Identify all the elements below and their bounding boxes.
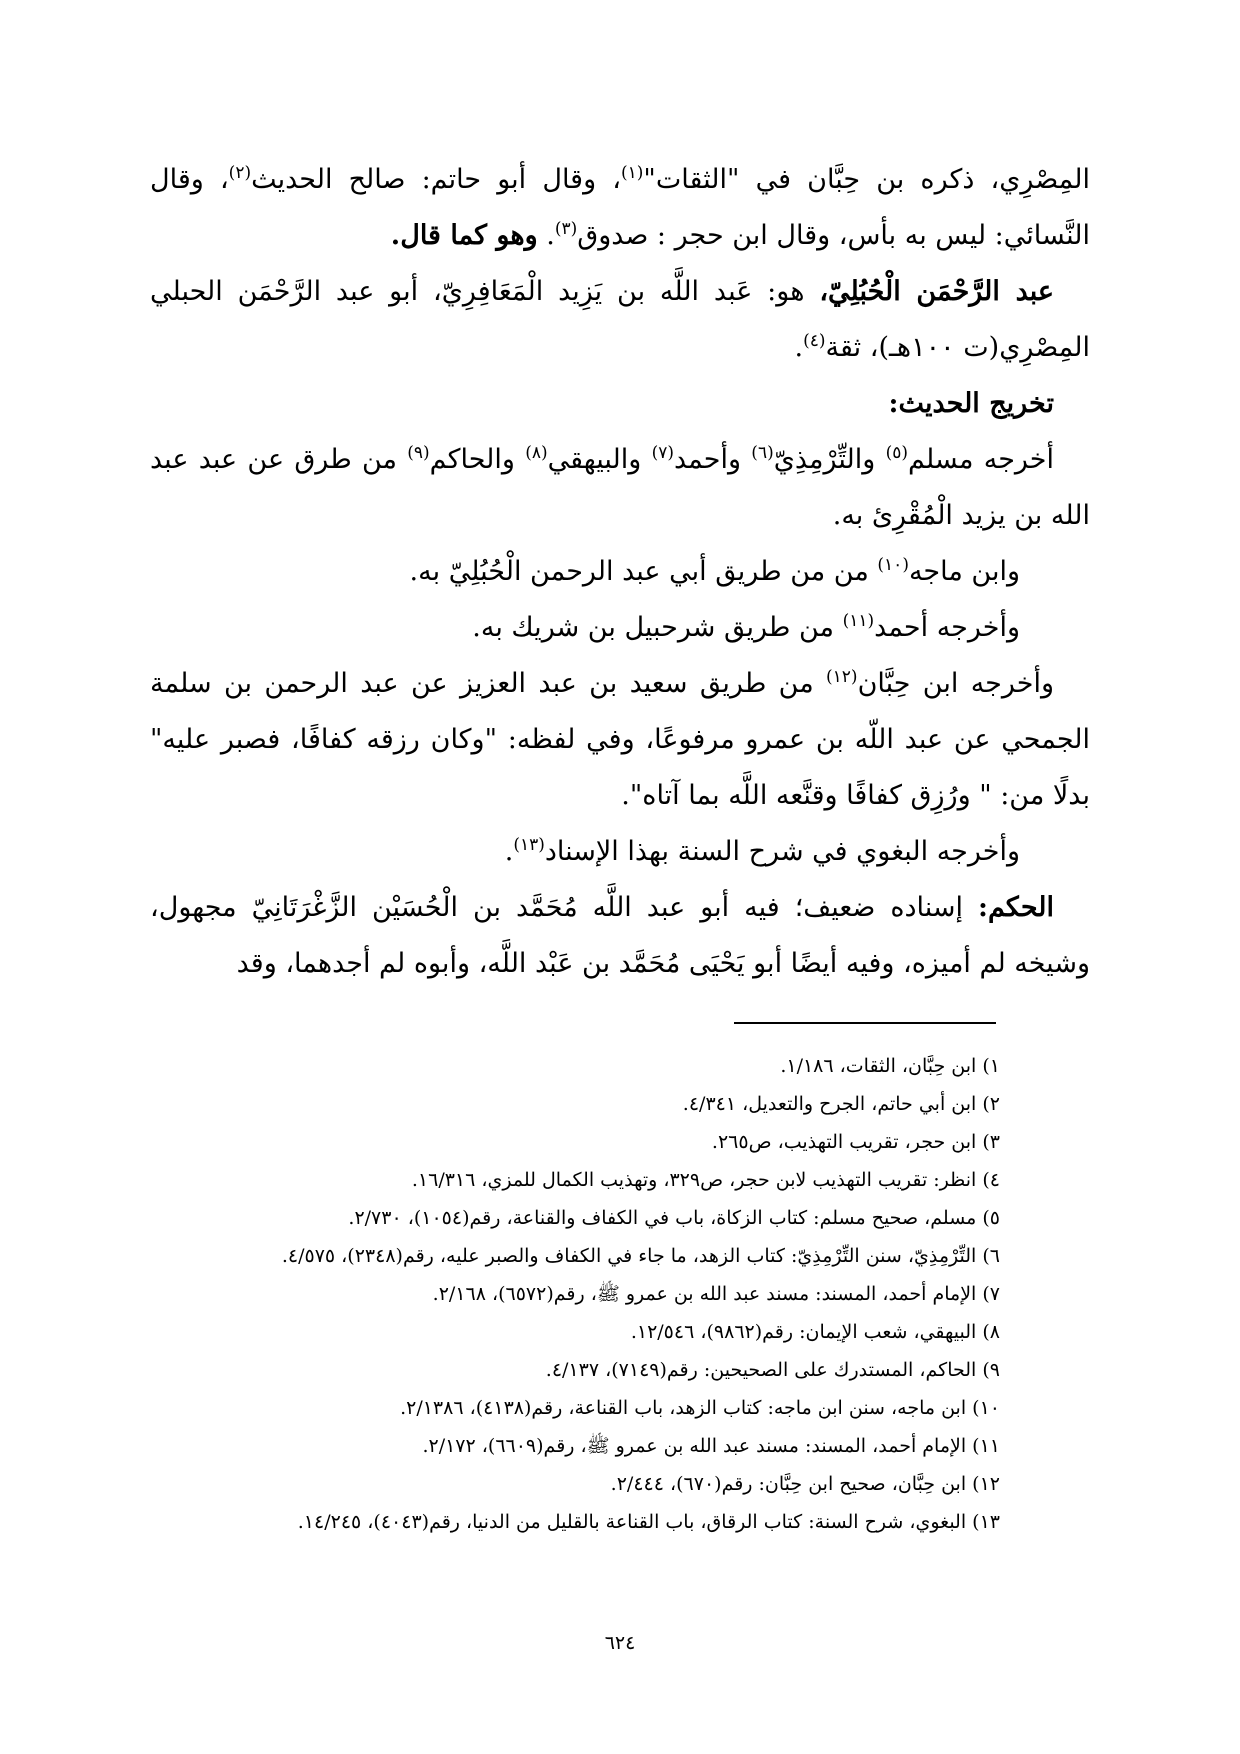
footnote-item: ٨) البيهقي، شعب الإيمان: رقم(٩٨٦٢)، ١٢/٥٤٦. <box>630 1321 1000 1343</box>
text-run: المِصْرِي، ذكره بن حِبَّان في "الثقات" <box>643 164 1091 195</box>
footnote-ref-13: (١٣) <box>513 835 545 855</box>
text-run: هو: عَبد اللَّه بن يَزِيد الْمَعَافِرِيّ، أبو عبد الرَّحْمَن الحبلي المِصْرِي(ت ١٠٠هـ)، ثقة <box>150 276 1090 363</box>
ruling-label-bold: الحكم: <box>977 892 1054 923</box>
footnote-ref-11: (١١) <box>842 611 875 631</box>
main-text <box>150 152 1090 992</box>
text-run: وأحمد <box>674 444 752 475</box>
paragraph-ahmad <box>150 600 1090 656</box>
text-run: من طريق سعيد بن عبد العزيز عن عبد الرحمن بن سلمة الجمحي عن عبد اللّه بن عمرو مرفوعًا، وفي لفظه: "وكان رزقه كفافًا، فصبر عليه" بدلًا من: " ورُزِق كفافًا وقنَّعه اللَّه بما آتاه". <box>150 668 1090 811</box>
footnote-ref-1: (١) <box>621 163 644 183</box>
text-run: . <box>504 836 514 867</box>
footnote-item: ١٠) ابن ماجه، سنن ابن ماجه: كتاب الزهد، باب القناعة، رقم(٤١٣٨)، ٢/١٣٨٦. <box>400 1397 1000 1419</box>
footnote-ref-6: (٦) <box>751 443 774 463</box>
page-number: ٦٢٤ <box>604 1632 636 1654</box>
footnote-item: ٢) ابن أبي حاتم، الجرح والتعديل، ٤/٣٤١. <box>682 1093 1000 1115</box>
section-heading: تخريج الحديث: <box>888 388 1054 419</box>
text-run: وابن ماجه <box>908 556 1020 587</box>
paragraph-takhrij <box>150 432 1090 544</box>
footnote-ref-3: (٣) <box>554 219 578 239</box>
paragraph-baghawi <box>150 824 1090 880</box>
text-run: ، وقال أبو حاتم: صالح الحديث <box>251 164 621 195</box>
footnote-ref-9: (٩) <box>407 443 430 463</box>
text-run: إسناده ضعيف؛ فيه أبو عبد اللَّه مُحَمَّد بن الْحُسَيْن الزَّغْرَتَانِيّ مجهول، وشيخه لم أميزه، وفيه أيضًا أبو يَحْيَى مُحَمَّد بن عَبْد اللَّه، وأبوه لم أجدهما، وقد <box>150 892 1090 979</box>
text-run: وأخرجه ابن حِبَّان <box>857 668 1055 699</box>
footnote-item: ٩) الحاكم، المستدرك على الصحيحين: رقم(٧١٤٩)، ٤/١٣٧. <box>545 1359 1000 1381</box>
footnote-item: ١٣) البغوي، شرح السنة: كتاب الرقاق، باب القناعة بالقليل من الدنيا، رقم(٤٠٤٣)، ١٤/٢٤٥. <box>297 1511 1000 1533</box>
text-run: ، وقال النَّسائي: ليس به بأس، وقال ابن حجر : صدوق <box>150 164 1090 251</box>
footnote-item: ٥) مسلم، صحيح مسلم: كتاب الزكاة، باب في الكفاف والقناعة، رقم(١٠٥٤)، ٢/٧٣٠. <box>348 1207 1000 1229</box>
text-run: وأخرجه أحمد <box>874 612 1020 643</box>
text-run: والحاكم <box>429 444 526 475</box>
paragraph-hukm <box>150 880 1090 992</box>
verdict-bold: وهو كما قال. <box>390 220 538 251</box>
footnote-ref-2: (٢) <box>228 163 252 183</box>
paragraph-habli <box>150 264 1090 376</box>
footnote-item: ١٢) ابن حِبَّان، صحيح ابن حِبَّان: رقم(٦٧٠)، ٢/٤٤٤. <box>610 1473 1000 1495</box>
footnote-separator <box>734 1022 996 1024</box>
text-run: . <box>794 332 804 363</box>
text-run: من من طريق أبي عبد الرحمن الْحُبُلِيّ به. <box>409 556 878 587</box>
footnote-item: ١١) الإمام أحمد، المسند: مسند عبد الله بن عمرو ﷺ، رقم(٦٦٠٩)، ٢/١٧٢. <box>422 1435 1000 1457</box>
footnote-ref-5: (٥) <box>885 443 908 463</box>
footnote-ref-12: (١٢) <box>826 667 858 687</box>
footnote-ref-7: (٧) <box>651 443 674 463</box>
paragraph-ibn-hibban <box>150 656 1090 824</box>
text-run: من طرق عن عبد عبد الله بن يزيد الْمُقْرِئ به. <box>150 444 1090 531</box>
text-run: والبيهقي <box>547 444 652 475</box>
text-run: أخرجه مسلم <box>908 444 1054 475</box>
footnotes <box>100 1047 1000 1541</box>
text-run: وأخرجه البغوي في شرح السنة بهذا الإسناد <box>544 836 1020 867</box>
footnote-item: ٧) الإمام أحمد، المسند: مسند عبد الله بن عمرو ﷺ، رقم(٦٥٧٢)، ٢/١٦٨. <box>432 1283 1000 1305</box>
footnote-item: ٦) التِّرْمِذِيّ، سنن التِّرْمِذِيّ: كتاب الزهد، ما جاء في الكفاف والصبر عليه، رقم(٢٣٤٨)، ٤/٥٧٥. <box>281 1245 1000 1267</box>
footnote-item: ١) ابن حِبَّان، الثقات، ١/١٨٦. <box>780 1055 1000 1077</box>
text-run: من طريق شرحبيل بن شريك به. <box>472 612 843 643</box>
paragraph-ibn-majah <box>150 544 1090 600</box>
text-run: والتِّرْمِذِيّ <box>773 444 886 475</box>
footnote-ref-10: (١٠) <box>877 555 909 575</box>
footnote-ref-8: (٨) <box>525 443 548 463</box>
footnote-ref-4: (٤) <box>803 331 826 351</box>
footnote-item: ٤) انظر: تقريب التهذيب لابن حجر، ص٣٢٩، وتهذيب الكمال للمزي، ١٦/٣١٦. <box>411 1169 1000 1191</box>
paragraph-narrator <box>150 152 1090 264</box>
footnote-item: ٣) ابن حجر، تقريب التهذيب، ص٢٦٥. <box>711 1131 1000 1153</box>
narrator-name-bold: عبد الرَّحْمَن الْحُبُلِيّ، <box>819 276 1055 307</box>
text-run: . <box>537 220 555 251</box>
